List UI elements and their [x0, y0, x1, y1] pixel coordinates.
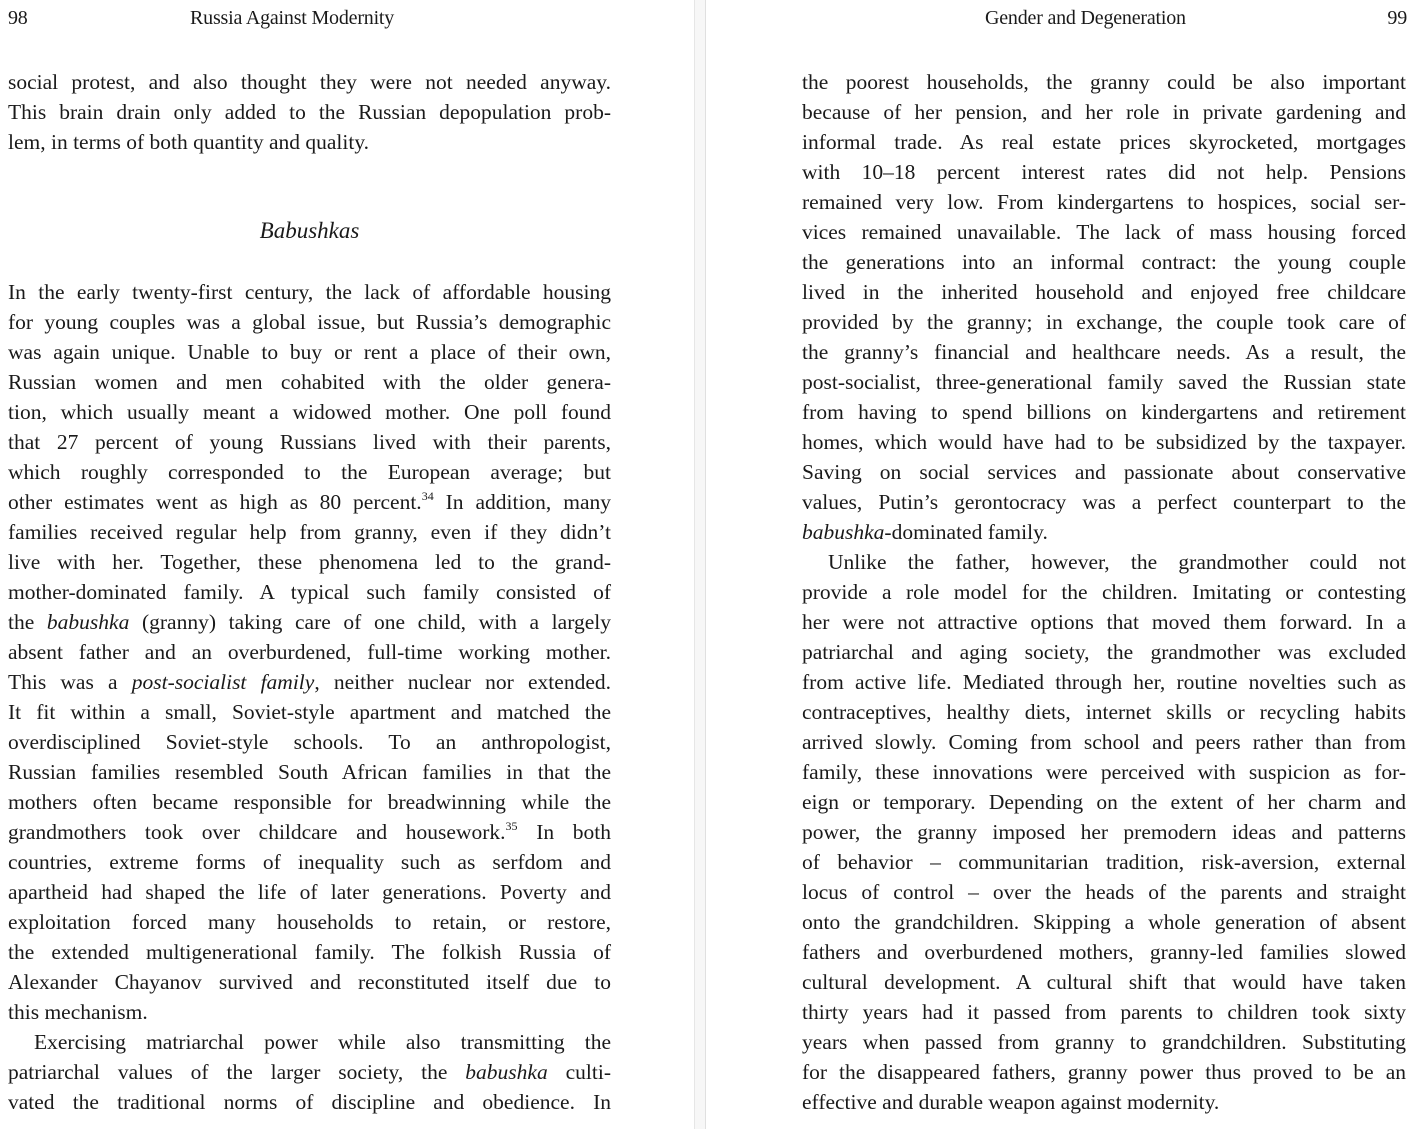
text-line: Russian women and men cohabited with the older genera- [8, 370, 611, 394]
text-line: years when passed from granny to grandchildren. Substituting [802, 1030, 1406, 1054]
paragraph [8, 1027, 611, 1117]
text-line: live with her. Together, these phenomena led to the grand- [8, 550, 611, 574]
text-line: that 27 percent of young Russians lived with their parents, [8, 430, 611, 454]
text-line: the babushka (granny) taking care of one child, with a largely [8, 610, 611, 634]
text-line: locus of control – over the heads of the parents and straight [802, 880, 1406, 904]
text-line: the poorest households, the granny could be also important [802, 70, 1406, 94]
left-page [0, 0, 694, 1129]
text-line: In the early twenty-first century, the lack of affordable housing [8, 280, 611, 304]
text-line: post-socialist, three-generational family saved the Russian state [802, 370, 1406, 394]
text-line: informal trade. As real estate prices skyrocketed, mortgages [802, 130, 1406, 154]
text-line: Exercising matriarchal power while also transmitting the [34, 1030, 611, 1054]
text-line: because of her pension, and her role in private gardening and [802, 100, 1406, 124]
text-line: fathers and overburdened mothers, granny-led families slowed [802, 940, 1406, 964]
text-line: vices remained unavailable. The lack of mass housing forced [802, 220, 1406, 244]
running-head-chapter-title: Gender and Degeneration [985, 7, 1186, 29]
text-line: exploitation forced many households to retain, or restore, [8, 910, 611, 934]
text-line: countries, extreme forms of inequality such as serfdom and [8, 850, 611, 874]
section-heading: Babushkas [259, 218, 360, 243]
text-line: social protest, and also thought they were not needed anyway. [8, 70, 611, 94]
text-line: effective and durable weapon against modernity. [802, 1090, 1220, 1114]
paragraph [802, 547, 1406, 1117]
text-line: grandmothers took over childcare and housework.$^{35}$ In both [8, 819, 611, 844]
text-line: family, these innovations were perceived with suspicion as for- [802, 760, 1406, 784]
text-line: apartheid had shaped the life of later generations. Poverty and [8, 880, 611, 904]
text-line: families received regular help from granny, even if they didn’t [8, 520, 611, 544]
text-line: Saving on social services and passionate about conservative [802, 460, 1406, 484]
paragraph [802, 67, 1406, 547]
text-line: This brain drain only added to the Russian depopulation prob- [8, 100, 611, 124]
text-line: with 10–18 percent interest rates did not help. Pensions [802, 160, 1406, 184]
text-line: cultural development. A cultural shift that would have taken [802, 970, 1406, 994]
text-line: provide a role model for the children. Imitating or contesting [802, 580, 1406, 604]
right-page [706, 0, 1419, 1129]
text-line: tion, which usually meant a widowed mother. One poll found [8, 400, 611, 424]
text-line: other estimates went as high as 80 percent.$^{34}$ In addition, many [8, 489, 611, 514]
italic-term: babushka [465, 1060, 548, 1084]
text-line: thirty years had it passed from parents to children took sixty [802, 1000, 1406, 1024]
text-line: vated the traditional norms of discipline and obedience. In [8, 1090, 611, 1114]
text-line: onto the grandchildren. Skipping a whole generation of absent [802, 910, 1406, 934]
text-line: remained very low. From kindergartens to hospices, social ser- [802, 190, 1406, 214]
book-gutter [694, 0, 706, 1129]
text-line: the granny’s financial and healthcare needs. As a result, the [802, 340, 1406, 364]
text-line: babushka-dominated family. [802, 520, 1048, 544]
text-line: of behavior – communitarian tradition, risk-aversion, external [802, 850, 1406, 874]
opening-paragraph [8, 67, 611, 157]
text-line: patriarchal values of the larger society, the babushka culti- [8, 1060, 611, 1084]
text-line: overdisciplined Soviet-style schools. To an anthropologist, [8, 730, 611, 754]
running-head-book-title: Russia Against Modernity [190, 7, 395, 29]
footnote-marker[interactable]: 34 [421, 489, 434, 503]
text-line: mothers often became responsible for breadwinning while the [8, 790, 611, 814]
paragraph [8, 277, 611, 1027]
page-number: 99 [1387, 7, 1407, 29]
text-line: arrived slowly. Coming from school and peers rather than from [802, 730, 1406, 754]
text-line: mother-dominated family. A typical such family consisted of [8, 580, 611, 604]
text-line: the generations into an informal contract: the young couple [802, 250, 1406, 274]
italic-term: babushka [46, 610, 130, 634]
text-line: patriarchal and aging society, the grandmother was excluded [802, 640, 1406, 664]
text-line: Russian families resembled South African families in that the [8, 760, 611, 784]
italic-term: babushka [802, 520, 885, 544]
text-line: It fit within a small, Soviet-style apartment and matched the [8, 700, 611, 724]
text-line: for the disappeared fathers, granny power thus proved to be an [802, 1060, 1406, 1084]
text-line: from having to spend billions on kindergartens and retirement [802, 400, 1406, 424]
text-line: homes, which would have had to be subsidized by the taxpayer. [802, 430, 1406, 454]
footnote-marker[interactable]: 35 [505, 819, 518, 833]
text-line: power, the granny imposed her premodern ideas and patterns [802, 820, 1406, 844]
text-line: absent father and an overburdened, full-time working mother. [8, 640, 611, 664]
text-line: the extended multigenerational family. The folkish Russia of [8, 940, 611, 964]
italic-term: post-socialist family [131, 670, 315, 694]
text-line: her were not attractive options that moved them forward. In a [802, 610, 1406, 634]
text-line: eign or temporary. Depending on the extent of her charm and [802, 790, 1406, 814]
text-line: This was a post-socialist family, neither nuclear nor extended. [8, 670, 611, 694]
text-line: values, Putin’s gerontocracy was a perfect counterpart to the [802, 490, 1406, 514]
text-line: lem, in terms of both quantity and quality. [8, 130, 370, 154]
page-number: 98 [8, 7, 28, 29]
text-line: provided by the granny; in exchange, the couple took care of [802, 310, 1406, 334]
text-line: lived in the inherited household and enjoyed free childcare [802, 280, 1406, 304]
text-line: which roughly corresponded to the European average; but [8, 460, 611, 484]
text-line: Alexander Chayanov survived and reconstituted itself due to [8, 970, 611, 994]
text-line: was again unique. Unable to buy or rent a place of their own, [8, 340, 611, 364]
text-line: Unlike the father, however, the grandmother could not [828, 550, 1406, 574]
text-line: for young couples was a global issue, but Russia’s demographic [8, 310, 611, 334]
text-line: from active life. Mediated through her, routine novelties such as [802, 670, 1406, 694]
text-line: contraceptives, healthy diets, internet skills or recycling habits [802, 700, 1406, 724]
text-line: this mechanism. [8, 1000, 148, 1024]
